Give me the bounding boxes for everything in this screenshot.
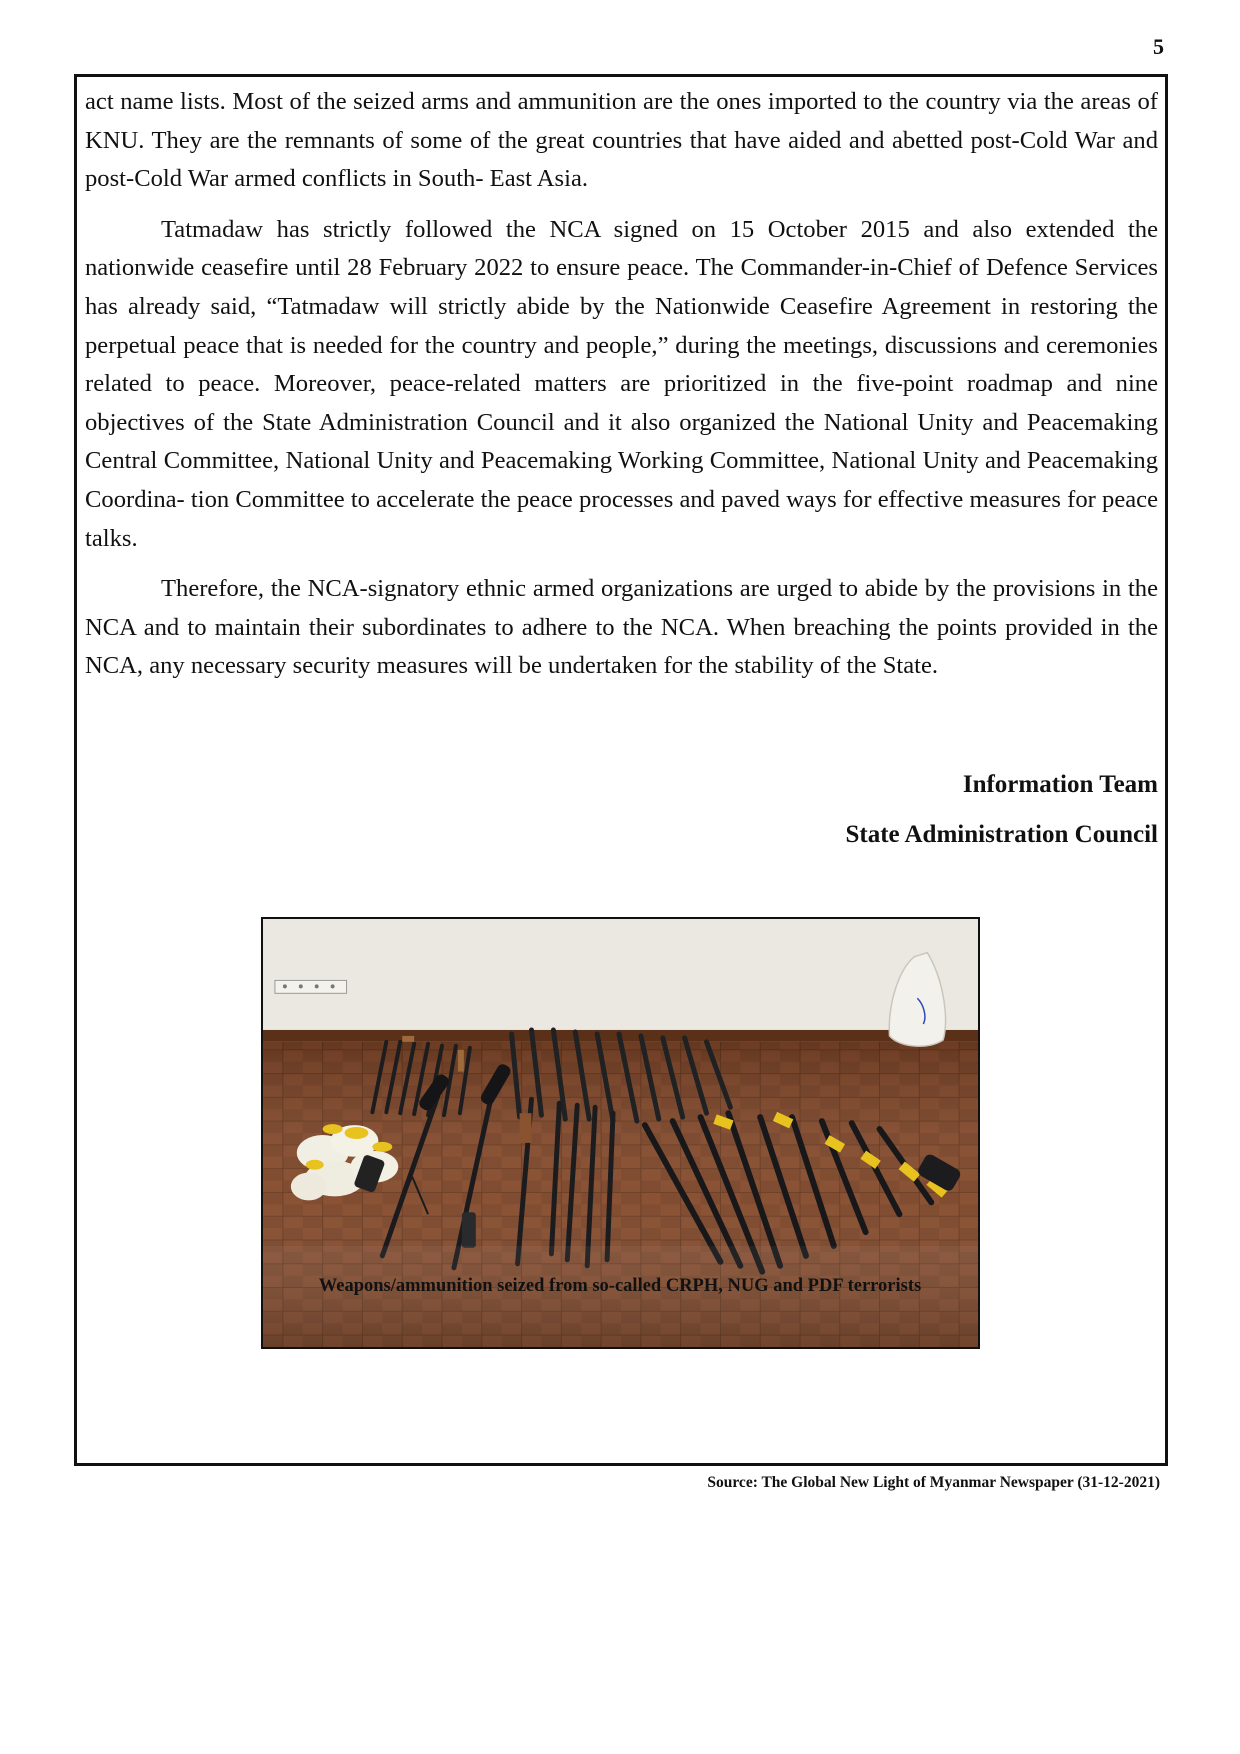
signature-council: State Administration Council <box>845 821 1158 848</box>
photo-caption: Weapons/ammunition seized from so-called CRPH, NUG and PDF terrorists <box>318 1276 922 1296</box>
page-number: 5 <box>1153 34 1164 59</box>
signature-team: Information Team <box>962 771 1158 798</box>
magazine <box>462 1212 476 1248</box>
article-body <box>85 83 1158 698</box>
article-paragraph: Therefore, the NCA-signatory ethnic armed organizations are urged to abide by the provisions in the NCA and to maintain their subordinates to adhere to the NCA. When breaching the points provided in the NCA, any necessary security measures will be undertaken for the stability of the State. <box>85 575 1158 680</box>
wall <box>263 919 978 1036</box>
source-citation: Source: The Global New Light of Myanmar Newspaper (31-12-2021) <box>707 1474 1160 1491</box>
article-frame <box>74 74 1168 1466</box>
article-paragraph: act name lists. Most of the seized arms and ammunition are the ones imported to the country via the areas of KNU. They are the remnants of some of the great countries that have aided and abetted post-Cold War and post-Cold War armed conflicts in South- East Asia. <box>85 88 1158 193</box>
article-paragraph: Tatmadaw has strictly followed the NCA signed on 15 October 2015 and also extended the nationwide ceasefire until 28 February 2022 to ensure peace. The Commander-in-Chief of Defence Services has already said, “Tatmadaw will strictly abide by the Nationwide Ceasefire Agreement in restoring the perpetual peace that is needed for the country and people,” during the meetings, discussions and ceremonies related to peace. Moreover, peace-related matters are prioritized in the five-point roadmap and nine objectives of the State Administration Council and it also organized the National Unity and Peacemaking Central Committee, National Unity and Peacemaking Working Committee, National Unity and Peacemaking Coordina- tion Committee to accelerate the peace processes and paved ways for effective measures for peace talks. <box>85 215 1158 552</box>
